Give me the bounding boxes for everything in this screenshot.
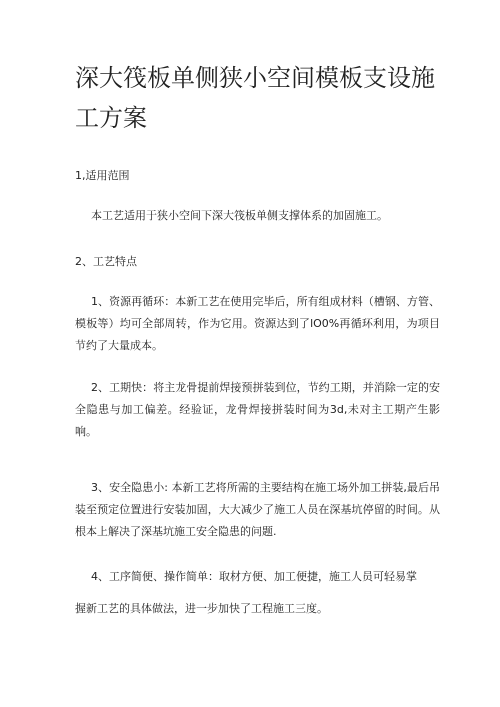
section-heading-scope: 1,适用范围 <box>75 169 130 182</box>
paragraph-schedule: 2、工期快：将主龙骨提前焊接预拼装到位，节约工期，并消除一定的安全隐患与加工偏差。经验证，龙骨焊接拼装时间为3d,未对主工期产生影响。 <box>75 381 440 438</box>
section-heading-features: 2、工艺特点 <box>75 255 137 268</box>
paragraph-simplicity-continuation: 握新工艺的具体做法，进一步加快了工程施工三度。 <box>75 602 328 615</box>
paragraph-simplicity: 4、工序简便、操作简单：取材方便、加工便捷，施工人员可轻易掌 <box>91 570 417 583</box>
document-title: 深大筏板单侧狭小空间模板支设施工方案 <box>75 64 435 132</box>
paragraph-scope: 本工艺适用于狭小空间下深大筏板单侧支撑体系的加固施工。 <box>91 209 388 222</box>
paragraph-safety: 3、安全隐患小: 本新工艺将所需的主要结构在施工场外加工拼装,最后吊装至预定位置进行安装加固，大大减少了施工人员在深基坑停留的时间。从根本上解决了深基坑施工安全隐患的问题. <box>75 481 440 538</box>
paragraph-recycling: 1、资源再循环：本新工艺在使用完毕后，所有组成材料（槽钢、方管、模板等）均可全部周转，作为它用。资源达到了lO0%再循环利用，为项目节约了大量成本。 <box>75 295 440 352</box>
